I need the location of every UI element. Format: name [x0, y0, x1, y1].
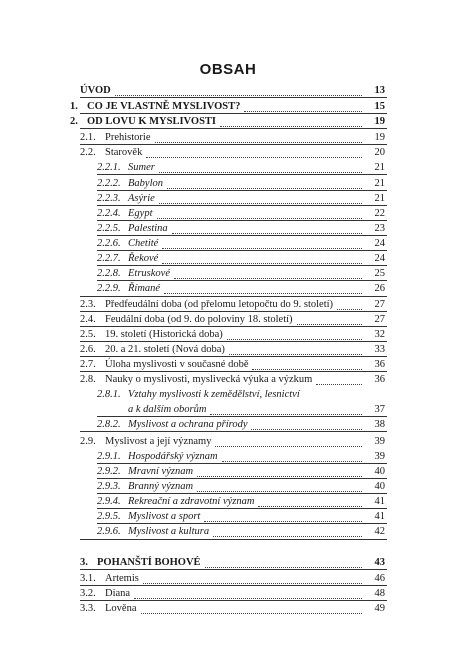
- toc-entry-page: 48: [374, 588, 385, 599]
- toc-entry-number: 2.: [70, 116, 78, 127]
- toc-entry-title: Římané: [128, 283, 161, 294]
- toc-entry-2-9-1[interactable]: [0, 450, 456, 463]
- dot-leader: [227, 326, 362, 340]
- dot-leader: [134, 585, 362, 599]
- dot-leader: [210, 401, 362, 415]
- toc-entry-2-2-8[interactable]: [0, 267, 456, 280]
- toc-entry-title: CO JE VLASTNĚ MYSLIVOST?: [87, 101, 241, 112]
- toc-entry-title: Egypt: [128, 208, 153, 219]
- toc-entry-title: Palestina: [128, 223, 168, 234]
- toc-entry-page: 27: [374, 299, 385, 310]
- toc-entry-page: 32: [374, 329, 385, 340]
- toc-entry-page: 20: [374, 147, 385, 158]
- page-title: OBSAH: [199, 61, 257, 78]
- toc-entry-page: 43: [374, 557, 385, 568]
- toc-entry-3-2[interactable]: [0, 587, 456, 600]
- dot-leader: [174, 265, 362, 279]
- toc-entry-page: 26: [374, 283, 385, 294]
- dot-leader: [229, 341, 362, 355]
- toc-entry-title: Babylon: [128, 178, 163, 189]
- dot-leader: [204, 508, 362, 522]
- toc-entry-page: 13: [374, 85, 385, 96]
- dot-leader: [155, 129, 362, 143]
- toc-entry-title: Rekreační a zdravotní význam: [128, 496, 255, 507]
- toc-entry-title: Mravní význam: [128, 466, 194, 477]
- dot-leader: [316, 371, 362, 385]
- toc-entry-title: Artemis: [105, 573, 139, 584]
- toc-entry-2-8[interactable]: [0, 373, 456, 386]
- dot-leader: [205, 554, 362, 568]
- toc-entry-2-2-9[interactable]: [0, 282, 456, 295]
- toc-entry-chapter-2[interactable]: [0, 115, 456, 128]
- toc-entry-2-3[interactable]: [0, 298, 456, 311]
- toc-entry-page: 40: [374, 466, 385, 477]
- dot-leader: [220, 113, 362, 127]
- toc-entry-2-9-4[interactable]: [0, 495, 456, 508]
- dot-leader: [222, 448, 362, 462]
- toc-entry-number: 2.1.: [80, 132, 96, 143]
- dot-leader: [252, 356, 362, 370]
- dot-leader: [172, 220, 362, 234]
- toc-entry-title: Řekové: [128, 253, 159, 264]
- toc-entry-number: 2.2.3.: [97, 193, 121, 204]
- toc-entry-page: 37: [374, 404, 385, 415]
- toc-entry-2-2-7[interactable]: [0, 252, 456, 265]
- dot-leader: [162, 235, 362, 249]
- toc-entry-2-2-5[interactable]: [0, 222, 456, 235]
- toc-entry-2-8-2[interactable]: [0, 418, 456, 431]
- toc-entry-title: Myslivost a ochrana přírody: [128, 419, 248, 430]
- toc-entry-chapter-1[interactable]: [0, 100, 456, 113]
- toc-entry-number: 2.9.: [80, 436, 96, 447]
- dot-leader: [213, 523, 362, 537]
- dot-leader: [251, 416, 362, 430]
- toc-entry-number: 2.2.4.: [97, 208, 121, 219]
- toc-entry-3-3[interactable]: [0, 602, 456, 615]
- toc-entry-number: 2.2.2.: [97, 178, 121, 189]
- toc-entry-title: Prehistorie: [105, 132, 151, 143]
- toc-entry-number: 3.: [80, 557, 88, 568]
- toc-entry-page: 21: [374, 193, 385, 204]
- dot-leader: [162, 250, 362, 264]
- toc-entry-title: Vztahy myslivosti k zemědělství, lesnictví: [128, 389, 300, 400]
- toc-entry-title: Nauky o myslivosti, myslivecká výuka a výzkum: [105, 374, 313, 385]
- toc-entry-number: 2.2.5.: [97, 223, 121, 234]
- toc-entry-title: 19. století (Historická doba): [105, 329, 223, 340]
- toc-entry-title: Lověna: [105, 603, 137, 614]
- toc-entry-2-9-2[interactable]: [0, 465, 456, 478]
- toc-entry-uvod[interactable]: [0, 84, 456, 97]
- toc-entry-title: 20. a 21. století (Nová doba): [105, 344, 225, 355]
- toc-entry-page: 36: [374, 359, 385, 370]
- toc-entry-page: 39: [374, 436, 385, 447]
- toc-entry-2-9-3[interactable]: [0, 480, 456, 493]
- toc-entry-page: 41: [374, 496, 385, 507]
- toc-entry-title: Asýrie: [128, 193, 155, 204]
- toc-entry-page: 25: [374, 268, 385, 279]
- toc-entry-title: Úloha myslivosti v současné době: [105, 359, 249, 370]
- toc-entry-3-1[interactable]: [0, 572, 456, 585]
- toc-entry-number: 2.2.7.: [97, 253, 121, 264]
- dot-leader: [159, 159, 362, 173]
- toc-entry-page: 42: [374, 526, 385, 537]
- toc-entry-number: 3.1.: [80, 573, 96, 584]
- toc-entry-title: Myslivost a kultura: [128, 526, 210, 537]
- toc-entry-page: 39: [374, 451, 385, 462]
- toc-divider: [80, 539, 387, 540]
- toc-entry-title: Myslivost a její významy: [105, 436, 212, 447]
- toc-entry-page: 21: [374, 162, 385, 173]
- toc-entry-number: 2.2.: [80, 147, 96, 158]
- toc-entry-2-1[interactable]: [0, 131, 456, 144]
- toc-entry-title: Předfeudální doba (od přelomu letopočtu do 9. století): [105, 299, 334, 310]
- dot-leader: [297, 311, 362, 325]
- dot-leader: [146, 144, 362, 158]
- toc-divider: [80, 431, 387, 432]
- dot-leader: [215, 433, 362, 447]
- toc-entry-number: 2.9.2.: [97, 466, 121, 477]
- toc-entry-number: 2.2.9.: [97, 283, 121, 294]
- toc-entry-number: 2.6.: [80, 344, 96, 355]
- toc-entry-2-6[interactable]: [0, 343, 456, 356]
- toc-entry-title: Starověk: [105, 147, 143, 158]
- toc-entry-page: 19: [374, 116, 385, 127]
- toc-entry-page: 40: [374, 481, 385, 492]
- toc-entry-2-9-5[interactable]: [0, 510, 456, 523]
- dot-leader: [164, 280, 362, 294]
- dot-leader: [197, 478, 362, 492]
- dot-leader: [244, 98, 362, 112]
- toc-entry-number: 1.: [70, 101, 78, 112]
- toc-entry-title: Myslivost a sport: [128, 511, 201, 522]
- dot-leader: [167, 175, 362, 189]
- toc-entry-number: 2.2.8.: [97, 268, 121, 279]
- toc-entry-number: 2.8.: [80, 374, 96, 385]
- toc-entry-2-9[interactable]: [0, 435, 456, 448]
- toc-entry-title: POHANŠTÍ BOHOVÉ: [97, 557, 201, 568]
- toc-entry-2-7[interactable]: [0, 358, 456, 371]
- toc-entry-title: a k dalším oborům: [128, 404, 207, 415]
- toc-entry-page: 21: [374, 178, 385, 189]
- toc-entry-2-2-6[interactable]: [0, 237, 456, 250]
- toc-entry-2-5[interactable]: [0, 328, 456, 341]
- toc-entry-page: 38: [374, 419, 385, 430]
- toc-entry-number: 3.3.: [80, 603, 96, 614]
- toc-entry-number: 2.3.: [80, 299, 96, 310]
- toc-entry-number: 2.7.: [80, 359, 96, 370]
- toc-entry-2-9-6[interactable]: [0, 525, 456, 538]
- toc-entry-number: 2.9.3.: [97, 481, 121, 492]
- dot-leader: [258, 493, 362, 507]
- toc-entry-page: 36: [374, 374, 385, 385]
- toc-entry-title: OD LOVU K MYSLIVOSTI: [87, 116, 217, 127]
- dot-leader: [197, 463, 362, 477]
- toc-entry-page: 33: [374, 344, 385, 355]
- toc-entry-page: 49: [374, 603, 385, 614]
- toc-entry-number: 2.9.5.: [97, 511, 121, 522]
- toc-entry-page: 23: [374, 223, 385, 234]
- dot-leader: [141, 600, 362, 614]
- toc-entry-number: 2.4.: [80, 314, 96, 325]
- toc-entry-2-8-1[interactable]: [0, 388, 456, 401]
- toc-entry-page: 19: [374, 132, 385, 143]
- toc-entry-2-8-1-continued[interactable]: [0, 403, 456, 416]
- toc-entry-chapter-3[interactable]: [0, 556, 456, 569]
- dot-leader: [143, 570, 362, 584]
- toc-entry-number: 2.9.4.: [97, 496, 121, 507]
- toc-entry-page: 24: [374, 238, 385, 249]
- toc-entry-title: Sumer: [128, 162, 155, 173]
- toc-entry-title: ÚVOD: [80, 85, 111, 96]
- toc-entry-page: 46: [374, 573, 385, 584]
- dot-leader: [157, 205, 362, 219]
- toc-entry-2-2-3[interactable]: [0, 192, 456, 205]
- toc-entry-page: 27: [374, 314, 385, 325]
- dot-leader: [115, 82, 362, 96]
- toc-entry-title: Feudální doba (od 9. do poloviny 18. století): [105, 314, 293, 325]
- toc-entry-number: 2.2.6.: [97, 238, 121, 249]
- toc-entry-title: Hospodářský význam: [128, 451, 218, 462]
- toc-entry-number: 2.5.: [80, 329, 96, 340]
- toc-entry-title: Chetité: [128, 238, 159, 249]
- toc-entry-number: 2.9.1.: [97, 451, 121, 462]
- toc-entry-title: Branný význam: [128, 481, 194, 492]
- toc-entry-2-2-1[interactable]: [0, 161, 456, 174]
- toc-entry-2-2[interactable]: [0, 146, 456, 159]
- dot-leader: [337, 296, 362, 310]
- toc-entry-number: 2.8.2.: [97, 419, 121, 430]
- toc-entry-number: 2.9.6.: [97, 526, 121, 537]
- toc-entry-page: 24: [374, 253, 385, 264]
- toc-entry-2-4[interactable]: [0, 313, 456, 326]
- toc-entry-number: 2.8.1.: [97, 389, 121, 400]
- toc-entry-page: 22: [374, 208, 385, 219]
- toc-entry-page: 41: [374, 511, 385, 522]
- toc-entry-2-2-4[interactable]: [0, 207, 456, 220]
- toc-entry-number: 3.2.: [80, 588, 96, 599]
- toc-entry-title: Diana: [105, 588, 131, 599]
- toc-entry-2-2-2[interactable]: [0, 177, 456, 190]
- toc-entry-number: 2.2.1.: [97, 162, 121, 173]
- toc-entry-title: Etruskové: [128, 268, 170, 279]
- toc-entry-page: 15: [374, 101, 385, 112]
- dot-leader: [159, 190, 362, 204]
